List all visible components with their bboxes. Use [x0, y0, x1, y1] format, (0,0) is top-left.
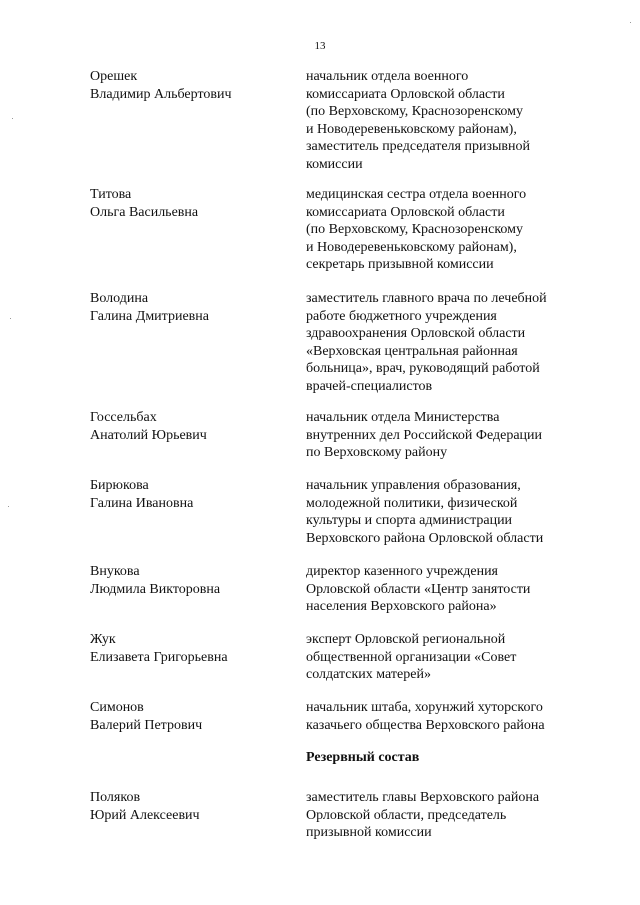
role-line: Орловской области «Центр занятости: [306, 581, 531, 597]
role-line: здравоохранения Орловской области: [306, 326, 526, 341]
role-line: и Новодеревеньковскому районам),: [306, 121, 517, 137]
role-line: больница», врач, руководящий работой: [306, 361, 540, 376]
role-line: (по Верховскому, Краснозоренскому: [306, 222, 524, 237]
role-line: молодежной политики, физической: [306, 495, 518, 511]
member-surname: Володина: [90, 291, 149, 306]
member-given-names: Анатолий Юрьевич: [90, 427, 207, 443]
member-role: [306, 563, 606, 616]
role-line: культуры и спорта администрации: [306, 513, 513, 528]
member-surname: Жук: [90, 632, 116, 647]
role-line: комиссариата Орловской области: [306, 86, 505, 102]
role-line: Верховского района Орловской области: [306, 530, 544, 546]
role-line: (по Верховскому, Краснозоренскому: [306, 104, 524, 119]
role-line: призывной комиссии: [306, 825, 432, 840]
member-role: [306, 186, 606, 274]
role-line: общественной организации «Совет: [306, 649, 517, 665]
role-line: врачей-специалистов: [306, 378, 433, 394]
member-name: [90, 631, 290, 666]
scan-speck: [8, 506, 9, 507]
member-role: [306, 290, 606, 395]
role-line: солдатских матерей»: [306, 667, 431, 682]
member-name: [90, 789, 290, 824]
role-line: начальник отдела Министерства: [306, 410, 500, 425]
role-line: начальник управления образования,: [306, 478, 521, 493]
scan-speck: [12, 118, 13, 119]
member-surname: Поляков: [90, 790, 141, 805]
member-name: [90, 563, 290, 598]
role-line: заместитель главного врача по лечебной: [306, 291, 547, 306]
member-surname: Внукова: [90, 564, 140, 579]
role-line: начальник штаба, хорунжий хуторского: [306, 700, 543, 715]
member-name: [90, 186, 290, 221]
member-name: [90, 409, 290, 444]
member-given-names: Ольга Васильевна: [90, 204, 199, 220]
role-line: Орловской области, председатель: [306, 807, 507, 823]
role-line: населения Верховского района»: [306, 599, 497, 614]
member-name: [90, 68, 290, 103]
member-role: [306, 477, 606, 547]
role-line: комиссии: [306, 156, 363, 172]
role-line: «Верховская центральная районная: [306, 343, 518, 359]
role-line: начальник отдела военного: [306, 69, 469, 84]
member-given-names: Галина Дмитриевна: [90, 308, 209, 324]
page-number: 13: [314, 40, 326, 52]
role-line: казачьего общества Верховского района: [306, 717, 545, 733]
role-line: внутренних дел Российской Федерации: [306, 427, 543, 443]
role-line: медицинская сестра отдела военного: [306, 187, 527, 202]
role-line: заместитель главы Верховского района: [306, 790, 540, 805]
scan-speck: [630, 22, 631, 23]
role-line: заместитель председателя призывной: [306, 139, 530, 154]
role-line: секретарь призывной комиссии: [306, 257, 494, 272]
member-name: [90, 477, 290, 512]
member-role: [306, 789, 606, 842]
member-given-names: Елизавета Григорьевна: [90, 649, 228, 665]
role-line: комиссариата Орловской области: [306, 204, 505, 220]
member-given-names: Юрий Алексеевич: [90, 807, 200, 823]
scan-speck: [10, 318, 11, 319]
member-given-names: Валерий Петрович: [90, 717, 203, 733]
role-line: по Верховскому району: [306, 445, 448, 460]
role-line: и Новодеревеньковскому районам),: [306, 239, 517, 255]
member-given-names: Людмила Викторовна: [90, 581, 221, 597]
role-line: директор казенного учреждения: [306, 564, 498, 579]
member-role: [306, 68, 606, 173]
member-surname: Титова: [90, 187, 132, 202]
member-role: [306, 409, 606, 462]
member-surname: Госсельбах: [90, 410, 157, 425]
member-surname: Симонов: [90, 700, 144, 715]
member-given-names: Галина Ивановна: [90, 495, 194, 511]
member-role: [306, 699, 606, 734]
role-line: работе бюджетного учреждения: [306, 308, 497, 324]
member-name: [90, 290, 290, 325]
reserve-section-heading: Резервный состав: [306, 750, 420, 765]
member-name: [90, 699, 290, 734]
member-given-names: Владимир Альбертович: [90, 86, 232, 102]
member-surname: Орешек: [90, 69, 138, 84]
member-role: [306, 631, 606, 684]
role-line: эксперт Орловской региональной: [306, 632, 506, 647]
member-surname: Бирюкова: [90, 478, 149, 493]
